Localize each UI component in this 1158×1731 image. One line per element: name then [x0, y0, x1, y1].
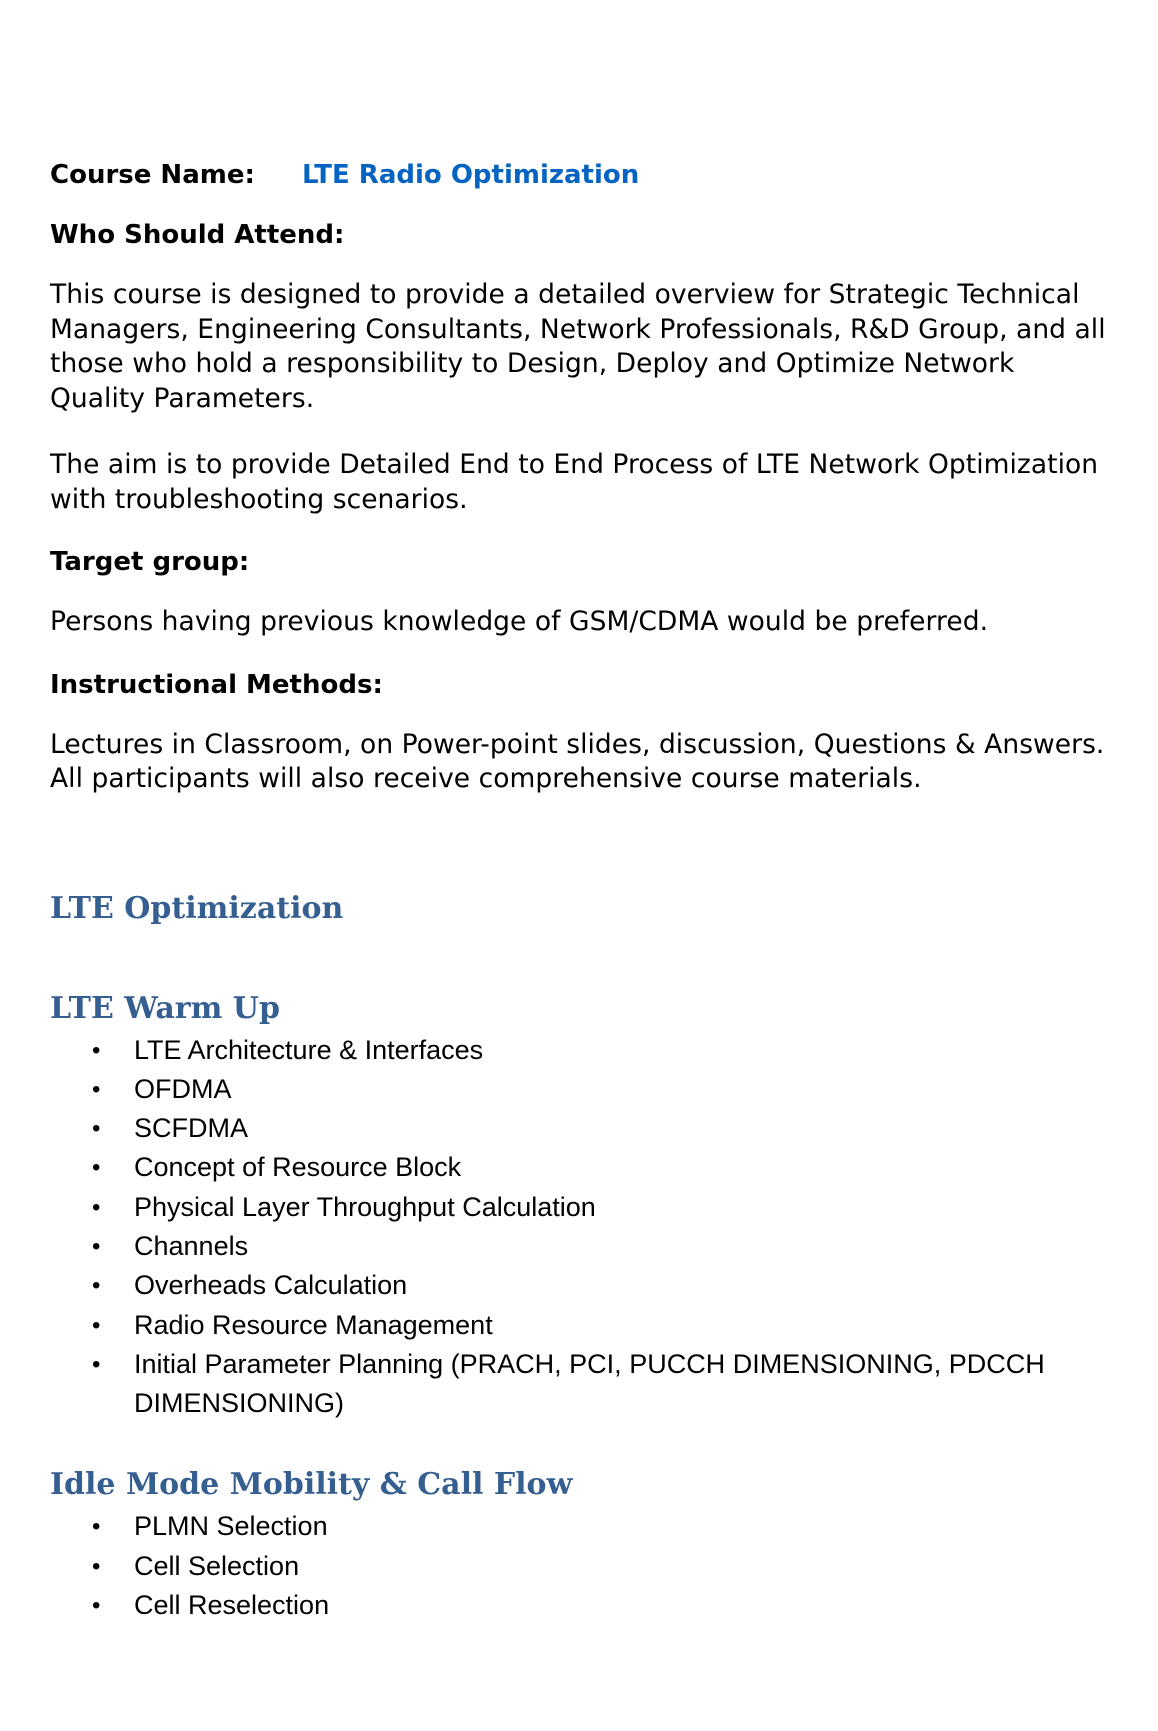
list-item [50, 1586, 1110, 1625]
list-item-text: OFDMA [134, 1073, 232, 1104]
list-item-text: Physical Layer Throughput Calculation [134, 1191, 596, 1222]
who-should-attend-heading: Who Should Attend: [50, 220, 345, 250]
list-item-text: Cell Reselection [134, 1590, 330, 1621]
bullet-icon: • [92, 1592, 101, 1620]
list-item [50, 1148, 1110, 1187]
list-item [50, 1109, 1110, 1148]
course-name-value: LTE Radio Optimization [302, 160, 640, 190]
instructional-methods-text: Lectures in Classroom, on Power-point slides, discussion, Questions & Answers. All participants will also receive comprehensive course materials. [50, 728, 1105, 794]
list-item-text: Overheads Calculation [134, 1270, 408, 1301]
course-name-label: Course Name: [50, 160, 255, 190]
target-group-heading: Target group: [50, 547, 250, 577]
list-item [50, 1345, 1110, 1424]
list-item [50, 1266, 1110, 1305]
bullet-icon: • [92, 1115, 101, 1143]
list-item [50, 1188, 1110, 1227]
list-item-text: Concept of Resource Block [134, 1152, 462, 1183]
bullet-icon: • [92, 1232, 101, 1260]
who-should-attend-paragraph-1: This course is designed to provide a detailed overview for Strategic Technical Managers, Engineering Consultants, Network Professionals, R&D Group, and all those who hold a responsibility to Design, Deploy and Optimize Network Quality Parameters. [50, 279, 1106, 414]
list-item [50, 1070, 1110, 1109]
list-item-text: Radio Resource Management [134, 1309, 493, 1340]
bullet-icon: • [92, 1193, 101, 1221]
idle-mode-mobility-list [50, 1507, 1110, 1625]
instructional-methods-heading: Instructional Methods: [50, 669, 383, 700]
bullet-icon: • [92, 1272, 101, 1300]
bullet-icon: • [92, 1552, 101, 1580]
section-title-idle-mode-mobility: Idle Mode Mobility & Call Flow [50, 1467, 573, 1503]
list-item [50, 1306, 1110, 1345]
document-page [50, 156, 1110, 1625]
list-item-text: Initial Parameter Planning (PRACH, PCI, PUCCH DIMENSIONING, PDCCH DIMENSIONING) [134, 1348, 1045, 1419]
bullet-icon: • [92, 1311, 101, 1339]
list-item [50, 1031, 1110, 1070]
list-item [50, 1507, 1110, 1546]
list-item [50, 1547, 1110, 1586]
list-item-text: SCFDMA [134, 1113, 248, 1144]
lte-warm-up-list [50, 1031, 1110, 1424]
bullet-icon: • [92, 1513, 101, 1541]
bullet-icon: • [92, 1075, 101, 1103]
outline-title: LTE Optimization [50, 890, 344, 926]
bullet-icon: • [92, 1350, 101, 1378]
list-item-text: PLMN Selection [134, 1511, 328, 1542]
list-item-text: LTE Architecture & Interfaces [134, 1034, 484, 1065]
list-item-text: Channels [134, 1230, 249, 1261]
who-should-attend-paragraph-2: The aim is to provide Detailed End to End Process of LTE Network Optimization with troubleshooting scenarios. [50, 449, 1099, 515]
section-title-lte-warm-up: LTE Warm Up [50, 990, 280, 1026]
target-group-text: Persons having previous knowledge of GSM/CDMA would be preferred. [50, 606, 989, 637]
list-item-text: Cell Selection [134, 1550, 300, 1581]
bullet-icon: • [92, 1154, 101, 1182]
course-name-line [50, 156, 1110, 194]
list-item [50, 1227, 1110, 1266]
bullet-icon: • [92, 1036, 101, 1064]
